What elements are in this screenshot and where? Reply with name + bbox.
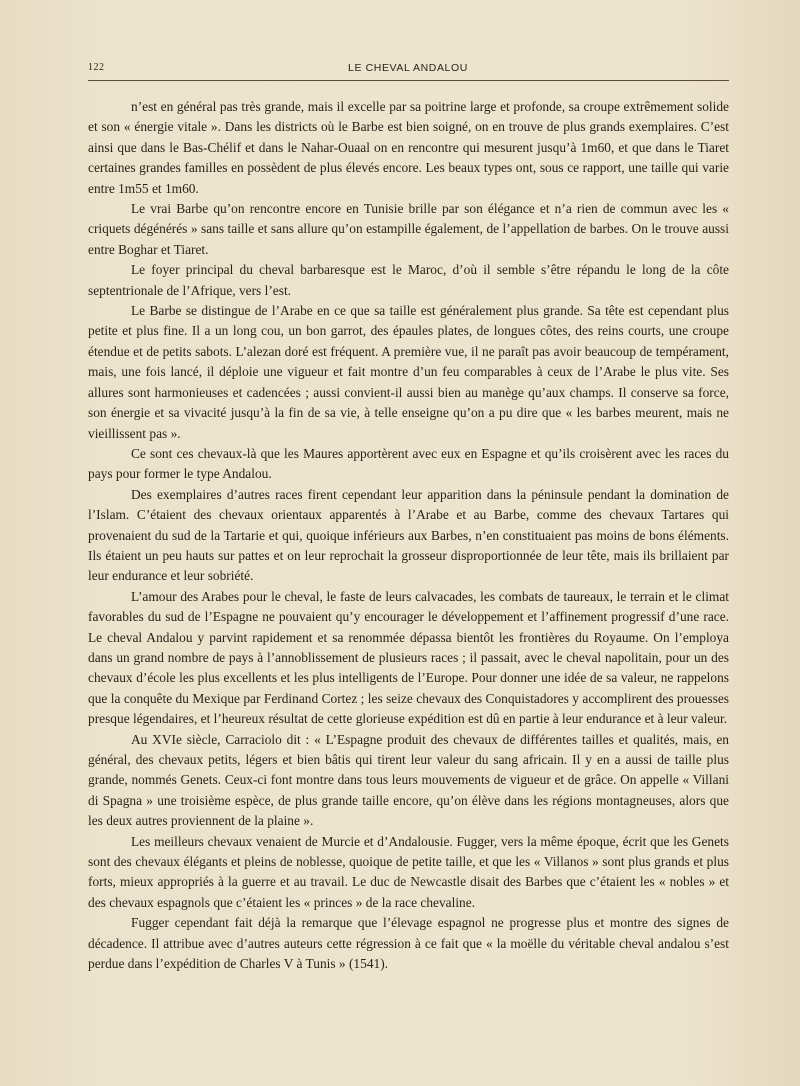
body-text [88, 97, 729, 974]
paragraph: n’est en général pas très grande, mais il excelle par sa poitrine large et profonde, sa croupe extrêmement solide et son « énergie vitale ». Dans les districts où le Barbe est bien soigné, on en trouve de plus grands exemplaires. C’est ainsi que dans le Bas-Chélif et dans le Nahar-Ouaal on en rencontre qui mesurent jusqu’à 1m60, et que dans le Tiaret certaines grandes familles en possèdent de plus élevés encore. Les beaux types ont, sous ce rapport, une taille qui varie entre 1m55 et 1m60. [88, 99, 729, 196]
paragraph: Des exemplaires d’autres races firent cependant leur apparition dans la péninsule pendant la domination de l’Islam. C’étaient des chevaux orientaux apparentés à l’Arabe et au Barbe, comme des chevaux Tartares qui provenaient du sud de la Tartarie et qui, quoique inférieurs aux Barbes, n’en constituaient pas moins de bons éléments. Ils étaient un peu hauts sur pattes et on leur reprochait la grosseur disproportionnée de leur tête, mais ils brillaient par leur endurance et leur sobriété. [88, 486, 729, 584]
running-head: LE CHEVAL ANDALOU [348, 62, 468, 74]
paragraph: Fugger cependant fait déjà la remarque que l’élevage espagnol ne progresse plus et montre des signes de décadence. Il attribue avec d’autres auteurs cette régression à ce fait que « la moëlle du véritable cheval andalou s’est perdue dans l’expédition de Charles V à Tunis » (1541). [88, 915, 729, 972]
paragraph: Les meilleurs chevaux venaient de Murcie et d’Andalousie. Fugger, vers la même époque, écrit que les Genets sont des chevaux élégants et pleins de noblesse, quoique de petite taille, et que les « Villanos » sont plus grands et plus forts, mieux appropriés à la guerre et au travail. Le duc de Newcastle disait des Barbes que c’étaient les « nobles » et des chevaux espagnols que c’étaient les « princes » de la race chevaline. [88, 833, 729, 910]
paragraph: Le foyer principal du cheval barbaresque est le Maroc, d’où il semble s’être répandu le long de la côte septentrionale de l’Afrique, vers l’est. [88, 262, 729, 298]
page-header [88, 62, 728, 80]
paragraph: Au XVIe siècle, Carraciolo dit : « L’Espagne produit des chevaux de différentes tailles et qualités, mais, en général, des chevaux petits, légers et bien bâtis qui tirent leur valeur du sang africain. Il y en a aussi de taille plus grande, nommés Genets. Ceux-ci font montre dans tous leurs mouvements de vigueur et de grâce. On appelle « Villani di Spagna » une troisième espèce, de plus grande taille encore, qu’on élève dans les régions montagneuses, alors que les deux autres proviennent de la plaine ». [88, 731, 729, 829]
header-rule [88, 80, 729, 81]
paragraph: L’amour des Arabes pour le cheval, le faste de leurs calvacades, les combats de taureaux, le terrain et le climat favorables du sud de l’Espagne ne pouvaient qu’y encourager le développement et l’affinement progressif d’une race. Le cheval Andalou y parvint rapidement et sa renommée dépassa bientôt les frontières du Royaume. On l’employa dans un grand nombre de pays à l’annoblissement de plusieurs races ; il passait, avec le cheval napolitain, pour un des chevaux d’école les plus excellents et les plus intelligents de l’Europe. Pour donner une idée de sa valeur, ne rappelons que la conquête du Mexique par Ferdinand Cortez ; les seize chevaux des Conquistadores y accomplirent des prouesses presque légendaires, et l’heureux résultat de cette glorieuse expédition est dû en partie à leur endurance et à leur valeur. [88, 588, 729, 727]
page-number: 122 [88, 62, 105, 73]
paragraph: Le vrai Barbe qu’on rencontre encore en Tunisie brille par son élégance et n’a rien de commun avec les « criquets dégénérés » sans taille et sans allure qu’on estampille également, de l’appellation de barbes. On le trouve aussi entre Boghar et Tiaret. [88, 201, 729, 257]
paragraph: Le Barbe se distingue de l’Arabe en ce que sa taille est généralement plus grande. Sa tête est cependant plus petite et plus fine. Il a un long cou, un bon garrot, des épaules plates, de longues côtes, des reins courts, une croupe étendue et de petits sabots. L’alezan doré est fréquent. A première vue, il ne paraît pas avoir beaucoup de tempérament, mais, une fois lancé, il déploie une vigueur et fait montre d’un feu comparables à ceux de l’Arabe le plus vite. Ses allures sont harmonieuses et cadencées ; aussi convient-il aussi bien au manège qu’aux champs. Il conserve sa force, son énergie et sa vivacité jusqu’à la fin de sa vie, à telle enseigne qu’on a pu dire que « les barbes meurent, mais ne vieillissent pas ». [88, 303, 729, 441]
paragraph: Ce sont ces chevaux-là que les Maures apportèrent avec eux en Espagne et qu’ils croisèrent avec les races du pays pour former le type Andalou. [88, 445, 729, 482]
